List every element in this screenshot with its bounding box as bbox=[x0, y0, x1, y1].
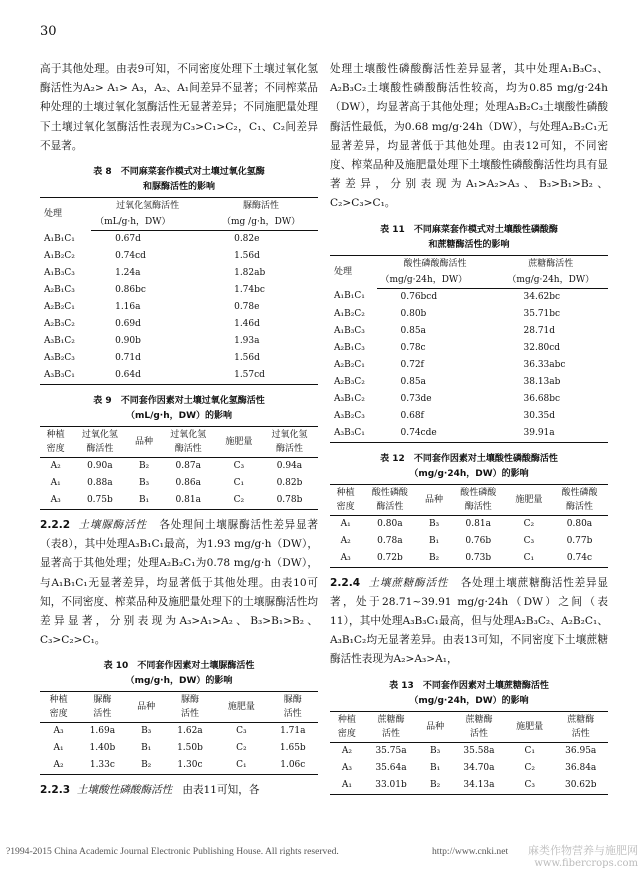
column-header: 脲酶 活性 bbox=[268, 692, 318, 723]
column-header: 酸性磷酸 酶活性 bbox=[551, 484, 608, 515]
table-cell: 0.85a bbox=[400, 325, 426, 336]
table-cell: 36.33abc bbox=[523, 359, 566, 370]
table-cell: 39.91a bbox=[494, 425, 609, 443]
table-cell: 1.71a bbox=[280, 726, 306, 737]
table-row bbox=[40, 492, 318, 510]
table-cell: A₂B₁C₃ bbox=[334, 342, 365, 353]
table-row bbox=[40, 333, 318, 350]
table-row bbox=[40, 723, 318, 741]
table-cell: 0.80b bbox=[400, 308, 427, 319]
table-cell: 1.56d bbox=[234, 251, 260, 262]
table-10 bbox=[40, 691, 318, 775]
table-cell: 36.95a bbox=[565, 745, 597, 756]
table-cell: 0.86a bbox=[175, 478, 201, 489]
table-cell: 1.57cd bbox=[204, 367, 318, 385]
table-cell: A₃B₃C₁ bbox=[330, 425, 377, 443]
table-cell: 0.78e bbox=[234, 302, 260, 313]
table-cell: 28.71d bbox=[523, 325, 556, 336]
table-cell: A₂B₂C₁ bbox=[334, 359, 365, 370]
table-cell: 0.94a bbox=[276, 461, 303, 472]
table-cell: C₂ bbox=[217, 492, 261, 510]
table-cell: A₃B₁C₂ bbox=[44, 336, 75, 347]
column-header: 蔗糖酶 活性 bbox=[553, 711, 608, 742]
table-cell: 34.70a bbox=[463, 762, 495, 773]
table-cell: 0.88a bbox=[87, 478, 113, 489]
column-header: 处理 bbox=[330, 255, 377, 288]
table-cell: 0.69d bbox=[115, 319, 141, 330]
table-cell: 36.84a bbox=[565, 762, 597, 773]
copyright-footer: ?1994-2015 China Academic Journal Electronic Publishing House. All rights reserved. bbox=[6, 846, 339, 857]
column-header: 种植 密度 bbox=[330, 484, 361, 515]
table-cell: 35.75a bbox=[375, 745, 407, 756]
table-cell: 0.77b bbox=[566, 535, 593, 546]
table-cell: 0.64d bbox=[91, 367, 204, 385]
table-cell: A₃B₂C₃ bbox=[44, 353, 75, 364]
table-cell: C₁ bbox=[524, 745, 535, 756]
paragraph: 处理土壤酸性磷酸酶活性差异显著，其中处理A₁B₃C₃、A₂B₃C₂土壤酸性磷酸酶活性较高，均为0.85 mg/g·24h（DW），均显著高于其他处理；处理A₃B₂C₃土壤酸性磷酸酶活性最低，为0.68 mg/g·24h（DW），与处理A₂B₂C₁无显著差异，均显著低于其他处理。由表12可知，不同密度、榨菜品种及施肥量处理下土壤酸性磷酸酶活性均具有显著差异，分别表现为A₁>A₂>A₃、B₃>B₁>B₂、C₂>C₃>C₁。 bbox=[330, 63, 608, 210]
table-cell: 1.06c bbox=[268, 757, 318, 775]
table-row bbox=[330, 391, 608, 408]
column-header: 品种 bbox=[128, 427, 159, 458]
table-cell: 34.13a bbox=[452, 777, 506, 795]
table-row bbox=[40, 350, 318, 367]
table-row bbox=[330, 777, 608, 795]
right-column bbox=[330, 60, 608, 795]
table-row bbox=[40, 248, 318, 265]
table-cell: 0.76b bbox=[465, 535, 492, 546]
table-row bbox=[40, 316, 318, 333]
table-cell: 0.82b bbox=[276, 478, 303, 489]
table-cell: B₂ bbox=[418, 550, 449, 568]
column-header: 脲酶 活性 bbox=[77, 692, 127, 723]
table-cell: A₃ bbox=[40, 492, 71, 510]
table-cell: 1.50b bbox=[177, 743, 203, 754]
table-cell: 33.01b bbox=[364, 777, 418, 795]
table-cell: 0.78c bbox=[400, 342, 426, 353]
column-header: 蔗糖酶活性 bbox=[494, 255, 609, 272]
table-row bbox=[40, 475, 318, 492]
table-13 bbox=[330, 711, 608, 795]
table-cell: A₁ bbox=[330, 777, 364, 795]
table-9-title: 表 9 不同套作因素对土壤过氧化氢酶活性 （mL/g·h，DW）的影响 bbox=[93, 396, 265, 422]
table-cell: 1.69a bbox=[89, 726, 116, 737]
table-cell: 0.90b bbox=[115, 336, 141, 347]
page-number: 30 bbox=[40, 24, 57, 39]
table-cell: 0.73de bbox=[400, 393, 432, 404]
table-cell: 1.16a bbox=[115, 302, 141, 313]
table-cell: 1.74bc bbox=[234, 285, 265, 296]
column-header: 处理 bbox=[40, 198, 91, 231]
table-cell: 1.46d bbox=[234, 319, 260, 330]
table-9 bbox=[40, 426, 318, 510]
column-header: 施肥量 bbox=[506, 711, 554, 742]
table-cell: C₁ bbox=[507, 550, 551, 568]
table-row bbox=[330, 288, 608, 306]
table-cell: 0.71d bbox=[115, 353, 141, 364]
column-header: 蔗糖酶 活性 bbox=[452, 711, 506, 742]
column-header: 过氧化氢 酶活性 bbox=[160, 427, 217, 458]
column-header: 种植 密度 bbox=[40, 692, 77, 723]
column-header: 品种 bbox=[418, 711, 452, 742]
table-row bbox=[330, 408, 608, 425]
table-cell: B₂ bbox=[418, 777, 452, 795]
table-cell: 35.64a bbox=[375, 762, 407, 773]
table-cell: B₁ bbox=[428, 535, 440, 546]
table-cell: C₂ bbox=[523, 518, 535, 529]
table-cell: A₂ bbox=[50, 461, 61, 472]
column-header: 酸性磷酸 酶活性 bbox=[450, 484, 507, 515]
table-cell: 0.82e bbox=[234, 234, 260, 245]
table-cell: C₃ bbox=[236, 726, 247, 737]
column-unit: （mg/g·24h，DW） bbox=[377, 272, 494, 289]
table-row bbox=[330, 760, 608, 777]
section-2-2-3: 2.2.3 土壤酸性磷酸酶活性 由表11可知，各 bbox=[40, 784, 260, 797]
column-header: 酸性磷酸 酶活性 bbox=[361, 484, 418, 515]
column-header: 过氧化氢 酶活性 bbox=[261, 427, 318, 458]
footer-url: http://www.cnki.net bbox=[432, 846, 509, 857]
table-cell: 1.82ab bbox=[234, 268, 266, 279]
table-cell: 1.33c bbox=[77, 757, 127, 775]
column-header: 种植 密度 bbox=[330, 711, 364, 742]
table-cell: A₃B₁C₂ bbox=[334, 393, 365, 404]
table-cell: 35.71bc bbox=[523, 308, 561, 319]
table-13-title: 表 13 不同套作因素对土壤蔗糖酶活性 （mg/g·24h，DW）的影响 bbox=[389, 680, 549, 706]
table-cell: 1.93a bbox=[234, 336, 260, 347]
table-row bbox=[330, 357, 608, 374]
column-header: 种植 密度 bbox=[40, 427, 71, 458]
table-cell: 35.58a bbox=[463, 745, 495, 756]
table-cell: 0.81a bbox=[160, 492, 217, 510]
table-cell: 1.40b bbox=[89, 743, 116, 754]
table-row bbox=[40, 367, 318, 385]
table-cell: 0.74c bbox=[551, 550, 608, 568]
column-header: 过氧化氢酶活性 bbox=[91, 198, 204, 215]
column-unit: （mg /g·h，DW） bbox=[204, 214, 318, 231]
table-cell: 0.72f bbox=[400, 359, 424, 370]
table-row bbox=[40, 458, 318, 476]
table-row bbox=[330, 340, 608, 357]
section-2-2-2: 2.2.2 土壤脲酶活性 各处理间土壤脲酶活性差异显著（表8），其中处理A₃B₁C₁最高，为1.93 mg/g·h（DW），显著高于其他处理；处理A₂B₂C₁为0.78 mg/g·h（DW），与A₁B₁C₁无显著差异，均显著低于其他处理。由表10可知，不同密度、榨菜品种及施肥量处理下的土壤脲酶活性均差异显著，分别表现为A₃>A₁>A₂、B₃>B₁>B₂、C₃>C₂>C₁。 bbox=[40, 519, 318, 647]
table-cell: 0.80a bbox=[566, 518, 593, 529]
table-cell: A₁B₁C₁ bbox=[44, 233, 75, 244]
table-cell: A₃ bbox=[341, 762, 352, 773]
table-row bbox=[330, 425, 608, 443]
table-row bbox=[330, 742, 608, 760]
column-header: 蔗糖酶 活性 bbox=[364, 711, 418, 742]
section-2-2-4: 2.2.4 土壤蔗糖酶活性 各处理土壤蔗糖酶活性差异显著，处于28.71~39.91 mg/g·24h（DW）之间（表11），其中处理A₃B₃C₁最高，但与处理A₂B₃C₂、A₂B₂C₁、A₃B₁C₂均无显著差异。由表13可知，不同密度下土壤蔗糖酶活性表现为A₂>A₃>A₁， bbox=[330, 576, 608, 666]
table-10-title: 表 10 不同套作因素对土壤脲酶活性 （mg/g·h，DW）的影响 bbox=[103, 661, 255, 687]
table-8-title: 表 8 不同麻菜套作模式对土壤过氧化氢酶 和脲酶活性的影响 bbox=[93, 167, 265, 193]
table-cell: 0.67d bbox=[115, 234, 141, 245]
column-unit: （mg/g·24h，DW） bbox=[494, 272, 609, 289]
table-row bbox=[40, 740, 318, 757]
table-cell: 0.90a bbox=[87, 461, 113, 472]
watermark-text: 麻类作物营养与施肥网 bbox=[528, 844, 638, 857]
table-cell: B₁ bbox=[430, 762, 441, 773]
table-row bbox=[40, 757, 318, 775]
column-header: 脲酶活性 bbox=[204, 198, 318, 215]
paragraph: 高于其他处理。由表9可知，不同密度处理下土壤过氧化氢酶活性为A₂> A₁> A₃，A₂、A₁间差异不显著；不同榨菜品种处理的土壤过氧化氢酶活性无显著差异；不同施肥量处理下土壤过氧化氢酶活性表现为C₃>C₁>C₂，C₁、C₂间差异不显著。 bbox=[40, 63, 318, 152]
table-row bbox=[330, 306, 608, 323]
table-cell: A₁ bbox=[340, 518, 351, 529]
table-cell: 1.24a bbox=[115, 268, 141, 279]
table-cell: A₁B₂C₂ bbox=[334, 308, 365, 319]
table-cell: B₃ bbox=[430, 745, 441, 756]
table-cell: A₁B₃C₃ bbox=[44, 268, 75, 279]
table-cell: A₃ bbox=[330, 550, 361, 568]
table-cell: B₃ bbox=[138, 478, 150, 489]
table-cell: A₂B₃C₂ bbox=[334, 376, 365, 387]
table-cell: 0.87a bbox=[175, 461, 201, 472]
table-cell: 32.80cd bbox=[523, 342, 561, 353]
table-cell: 0.85a bbox=[400, 376, 426, 387]
table-cell: A₃ bbox=[53, 726, 64, 737]
table-cell: A₁ bbox=[53, 743, 64, 754]
table-cell: C₁ bbox=[233, 478, 245, 489]
column-header: 施肥量 bbox=[507, 484, 551, 515]
table-11-title: 表 11 不同麻菜套作模式对土壤酸性磷酸酶 和蔗糖酶活性的影响 bbox=[380, 224, 558, 250]
table-cell: 34.62bc bbox=[523, 291, 561, 302]
column-unit: （mL/g·h，DW） bbox=[91, 214, 204, 231]
table-row bbox=[40, 299, 318, 316]
table-cell: C₂ bbox=[236, 743, 247, 754]
table-cell: 0.73b bbox=[450, 550, 507, 568]
column-header: 酸性磷酸酶活性 bbox=[377, 255, 494, 272]
left-column bbox=[40, 60, 318, 801]
column-header: 品种 bbox=[128, 692, 165, 723]
table-row bbox=[330, 515, 608, 533]
column-header: 施肥量 bbox=[215, 692, 267, 723]
table-cell: 0.74cde bbox=[377, 425, 494, 443]
table-cell: A₂B₂C₁ bbox=[44, 302, 75, 313]
table-cell: 0.72b bbox=[361, 550, 418, 568]
table-cell: 1.30c bbox=[165, 757, 215, 775]
table-cell: C₃ bbox=[233, 461, 245, 472]
table-cell: B₃ bbox=[141, 726, 152, 737]
table-cell: A₂ bbox=[40, 757, 77, 775]
table-cell: A₂B₃C₂ bbox=[44, 319, 75, 330]
table-cell: A₁B₁C₁ bbox=[334, 291, 365, 302]
table-row bbox=[330, 550, 608, 568]
table-cell: 36.68bc bbox=[523, 393, 561, 404]
table-cell: C₃ bbox=[523, 535, 535, 546]
table-12-title: 表 12 不同套作因素对土壤酸性磷酸酶活性 （mg/g·24h，DW）的影响 bbox=[380, 453, 558, 479]
column-header: 过氧化氢 酶活性 bbox=[71, 427, 128, 458]
table-row bbox=[40, 265, 318, 282]
table-cell: 30.62b bbox=[553, 777, 608, 795]
column-header: 脲酶 活性 bbox=[165, 692, 215, 723]
table-8 bbox=[40, 197, 318, 385]
table-cell: B₂ bbox=[128, 757, 165, 775]
table-cell: 0.86bc bbox=[115, 285, 146, 296]
table-cell: B₁ bbox=[141, 743, 152, 754]
table-cell: 0.78a bbox=[377, 535, 403, 546]
table-cell: 30.35d bbox=[523, 410, 556, 421]
table-row bbox=[40, 231, 318, 249]
table-cell: A₂B₁C₃ bbox=[44, 285, 75, 296]
table-cell: 1.65b bbox=[279, 743, 306, 754]
watermark-url: www.fibercrops.com bbox=[534, 858, 638, 869]
table-cell: A₂ bbox=[340, 535, 351, 546]
table-cell: A₁ bbox=[50, 478, 61, 489]
table-row bbox=[330, 533, 608, 550]
table-cell: 1.62a bbox=[177, 726, 203, 737]
table-cell: A₃B₂C₃ bbox=[334, 410, 365, 421]
table-12 bbox=[330, 484, 608, 568]
table-cell: 0.80a bbox=[377, 518, 403, 529]
table-row bbox=[330, 323, 608, 340]
table-cell: B₂ bbox=[138, 461, 150, 472]
table-cell: 0.81a bbox=[465, 518, 491, 529]
table-cell: C₂ bbox=[524, 762, 535, 773]
column-header: 施肥量 bbox=[217, 427, 261, 458]
table-cell: C₁ bbox=[215, 757, 267, 775]
table-cell: 0.74cd bbox=[115, 251, 146, 262]
table-11 bbox=[330, 255, 608, 443]
table-cell: 1.56d bbox=[234, 353, 260, 364]
table-cell: 0.76bcd bbox=[400, 291, 438, 302]
table-cell: A₂ bbox=[341, 745, 352, 756]
table-row bbox=[330, 374, 608, 391]
column-header: 品种 bbox=[418, 484, 449, 515]
table-cell: 0.78b bbox=[261, 492, 318, 510]
table-cell: A₁B₂C₂ bbox=[44, 251, 75, 262]
table-cell: A₃B₃C₁ bbox=[40, 367, 91, 385]
table-cell: 0.75b bbox=[71, 492, 128, 510]
table-row bbox=[40, 282, 318, 299]
table-cell: B₁ bbox=[128, 492, 159, 510]
table-cell: 38.13ab bbox=[523, 376, 561, 387]
table-cell: 0.68f bbox=[400, 410, 424, 421]
table-cell: A₁B₃C₃ bbox=[334, 325, 365, 336]
table-cell: B₃ bbox=[428, 518, 440, 529]
table-cell: C₃ bbox=[506, 777, 554, 795]
